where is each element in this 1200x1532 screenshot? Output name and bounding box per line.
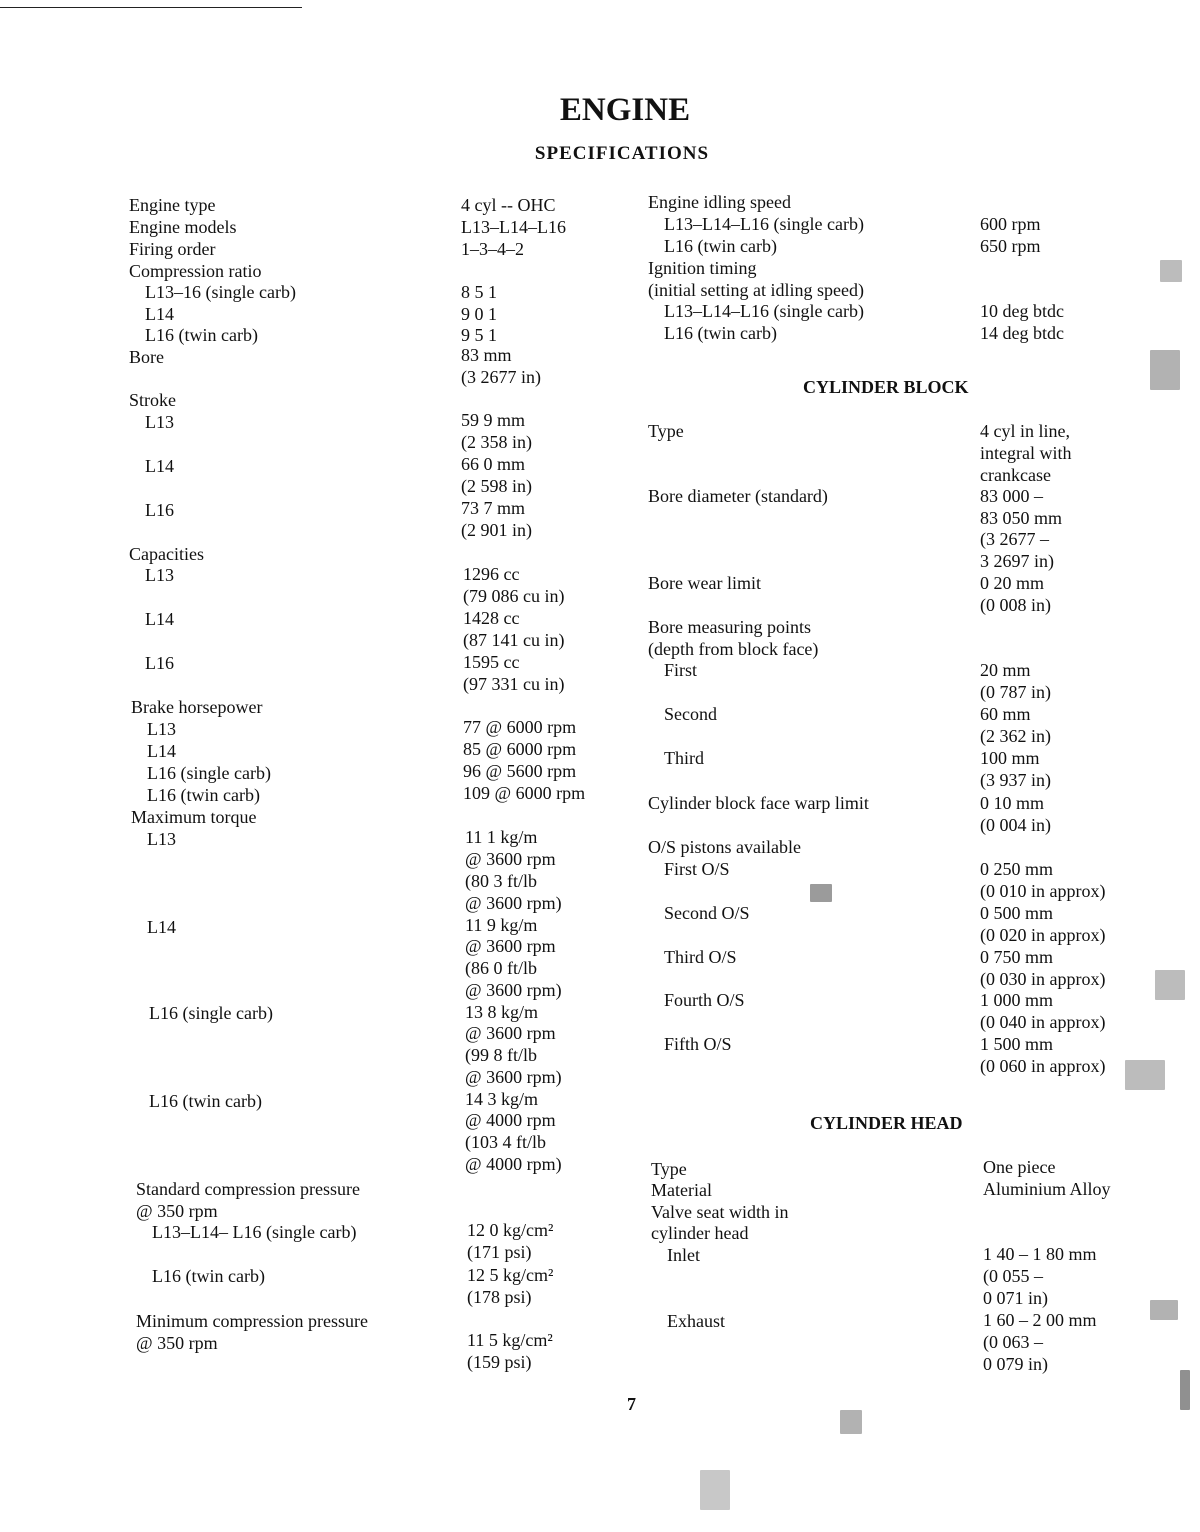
label-torque-l14: L14 xyxy=(147,917,176,937)
label-capacities: Capacities xyxy=(129,544,204,564)
value-block-type-1: 4 cyl in line, xyxy=(980,421,1070,441)
label-stroke-l13: L13 xyxy=(145,412,174,432)
label-os-pistons: O/S pistons available xyxy=(648,837,801,857)
label-bhp-l16-twin: L16 (twin carb) xyxy=(147,785,260,805)
value-os-first-mm: 0 250 mm xyxy=(980,859,1054,879)
value-std-comp-single-psi: (171 psi) xyxy=(467,1242,532,1262)
value-os-fifth-in: (0 060 in approx) xyxy=(980,1056,1106,1076)
label-minimum-compression-rpm: @ 350 rpm xyxy=(136,1333,218,1353)
value-os-second-in: (0 020 in approx) xyxy=(980,925,1106,945)
scan-noise xyxy=(1125,1060,1165,1090)
value-torque-l16s-kgm: 13 8 kg/m xyxy=(465,1002,539,1022)
label-bore-second: Second xyxy=(664,704,717,724)
label-bore-first: First xyxy=(664,660,698,680)
label-head-type: Type xyxy=(651,1159,687,1179)
value-idle-single: 600 rpm xyxy=(980,214,1041,234)
value-bore-in: (3 2677 in) xyxy=(461,367,541,387)
page-title: ENGINE xyxy=(559,92,691,128)
label-bore-wear-limit: Bore wear limit xyxy=(648,573,761,593)
value-engine-models: L13–L14–L16 xyxy=(461,217,566,237)
scan-noise xyxy=(1180,1370,1190,1410)
value-min-comp-psi: (159 psi) xyxy=(467,1352,532,1372)
value-ign-twin: 14 deg btdc xyxy=(980,323,1064,343)
label-valve-seat-width: Valve seat width in xyxy=(651,1202,789,1222)
label-valve-seat-head: cylinder head xyxy=(651,1223,749,1243)
value-face-warp-in: (0 004 in) xyxy=(980,815,1051,835)
value-bore-first-mm: 20 mm xyxy=(980,660,1031,680)
value-torque-l16t-kgm: 14 3 kg/m xyxy=(465,1089,539,1109)
label-bhp-l14: L14 xyxy=(147,741,176,761)
label-os-second: Second O/S xyxy=(664,903,750,923)
value-stroke-l13-in: (2 358 in) xyxy=(461,432,532,452)
scan-noise xyxy=(1160,260,1182,282)
value-torque-l14-rpm2: @ 3600 rpm) xyxy=(465,980,562,1000)
label-idle-single: L13–L14–L16 (single carb) xyxy=(664,214,864,234)
value-inlet-2: (0 055 – xyxy=(983,1266,1043,1286)
value-stroke-l14-in: (2 598 in) xyxy=(461,476,532,496)
value-os-fourth-mm: 1 000 mm xyxy=(980,990,1054,1010)
label-standard-compression: Standard compression pressure xyxy=(136,1179,360,1199)
value-cap-l14-cc: 1428 cc xyxy=(463,608,520,628)
label-idling-speed: Engine idling speed xyxy=(648,192,791,212)
value-bore-wear-mm: 0 20 mm xyxy=(980,573,1045,593)
label-minimum-compression: Minimum compression pressure xyxy=(136,1311,368,1331)
label-bhp-l13: L13 xyxy=(147,719,176,739)
value-cr-l16-twin: 9 5 1 xyxy=(461,325,497,345)
label-cr-l16-twin: L16 (twin carb) xyxy=(145,325,258,345)
label-ign-single: L13–L14–L16 (single carb) xyxy=(664,301,864,321)
value-torque-l16s-ftlb: (99 8 ft/lb xyxy=(465,1045,537,1065)
heading-cylinder-head: CYLINDER HEAD xyxy=(810,1113,963,1133)
value-os-fourth-in: (0 040 in approx) xyxy=(980,1012,1106,1032)
value-idle-twin: 650 rpm xyxy=(980,236,1041,256)
value-torque-l13-kgm: 11 1 kg/m xyxy=(465,827,538,847)
value-bhp-l16-twin: 109 @ 6000 rpm xyxy=(463,783,586,803)
value-engine-type: 4 cyl -- OHC xyxy=(461,195,556,215)
label-bore-third: Third xyxy=(664,748,704,768)
label-bore-diameter: Bore diameter (standard) xyxy=(648,486,828,506)
label-brake-horsepower: Brake horsepower xyxy=(131,697,263,717)
label-cr-l14: L14 xyxy=(145,304,174,324)
label-valve-exhaust: Exhaust xyxy=(667,1311,725,1331)
value-torque-l16t-rpm2: @ 4000 rpm) xyxy=(465,1154,562,1174)
value-cap-l13-cuin: (79 086 cu in) xyxy=(463,586,565,606)
label-idle-twin: L16 (twin carb) xyxy=(664,236,777,256)
value-bore-third-in: (3 937 in) xyxy=(980,770,1051,790)
label-stroke-l16: L16 xyxy=(145,500,174,520)
label-torque-l16-twin: L16 (twin carb) xyxy=(149,1091,262,1111)
value-torque-l13-rpm2: @ 3600 rpm) xyxy=(465,893,562,913)
label-ignition-timing: Ignition timing xyxy=(648,258,757,278)
scan-noise xyxy=(840,1410,862,1434)
value-head-type: One piece xyxy=(983,1157,1056,1177)
label-head-material: Material xyxy=(651,1180,712,1200)
value-bore-first-in: (0 787 in) xyxy=(980,682,1051,702)
value-cap-l16-cc: 1595 cc xyxy=(463,652,520,672)
label-engine-type: Engine type xyxy=(129,195,216,215)
value-os-third-in: (0 030 in approx) xyxy=(980,969,1106,989)
label-cr-l13-16: L13–16 (single carb) xyxy=(145,282,296,302)
label-std-comp-single: L13–L14– L16 (single carb) xyxy=(152,1222,357,1242)
label-engine-models: Engine models xyxy=(129,217,237,237)
value-stroke-l16-in: (2 901 in) xyxy=(461,520,532,540)
label-os-fifth: Fifth O/S xyxy=(664,1034,732,1054)
value-cap-l14-cuin: (87 141 cu in) xyxy=(463,630,565,650)
value-bore-second-mm: 60 mm xyxy=(980,704,1031,724)
value-torque-l14-kgm: 11 9 kg/m xyxy=(465,915,538,935)
value-std-comp-twin: 12 5 kg/cm² xyxy=(467,1265,554,1285)
label-torque-l16-single: L16 (single carb) xyxy=(149,1003,273,1023)
value-os-third-mm: 0 750 mm xyxy=(980,947,1054,967)
heading-cylinder-block: CYLINDER BLOCK xyxy=(803,377,969,397)
label-bore-depth: (depth from block face) xyxy=(648,639,819,659)
top-rule xyxy=(0,7,302,8)
scan-noise xyxy=(810,884,832,902)
value-bore-dia-4: 3 2697 in) xyxy=(980,551,1054,571)
label-os-third: Third O/S xyxy=(664,947,737,967)
label-torque-l13: L13 xyxy=(147,829,176,849)
label-firing-order: Firing order xyxy=(129,239,216,259)
label-ignition-initial: (initial setting at idling speed) xyxy=(648,280,864,300)
label-stroke: Stroke xyxy=(129,390,176,410)
value-block-type-3: crankcase xyxy=(980,465,1051,485)
label-face-warp: Cylinder block face warp limit xyxy=(648,793,869,813)
page-subtitle: SPECIFICATIONS xyxy=(534,143,710,164)
value-std-comp-twin-psi: (178 psi) xyxy=(467,1287,532,1307)
value-bhp-l14: 85 @ 6000 rpm xyxy=(463,739,577,759)
label-maximum-torque: Maximum torque xyxy=(131,807,257,827)
label-bore: Bore xyxy=(129,347,164,367)
value-torque-l16t-rpm: @ 4000 rpm xyxy=(465,1110,556,1130)
scan-noise xyxy=(1150,1300,1178,1320)
value-torque-l16s-rpm: @ 3600 rpm xyxy=(465,1023,556,1043)
value-cr-l13-16: 8 5 1 xyxy=(461,282,497,302)
value-bhp-l16-single: 96 @ 5600 rpm xyxy=(463,761,577,781)
value-os-second-mm: 0 500 mm xyxy=(980,903,1054,923)
value-torque-l13-ftlb: (80 3 ft/lb xyxy=(465,871,537,891)
value-bhp-l13: 77 @ 6000 rpm xyxy=(463,717,577,737)
value-stroke-l16-mm: 73 7 mm xyxy=(461,498,526,518)
value-cr-l14: 9 0 1 xyxy=(461,304,497,324)
label-stroke-l14: L14 xyxy=(145,456,174,476)
label-std-comp-twin: L16 (twin carb) xyxy=(152,1266,265,1286)
label-valve-inlet: Inlet xyxy=(667,1245,700,1265)
value-bore-second-in: (2 362 in) xyxy=(980,726,1051,746)
value-torque-l16t-ftlb: (103 4 ft/lb xyxy=(465,1132,546,1152)
value-torque-l14-rpm: @ 3600 rpm xyxy=(465,936,556,956)
value-bore-mm: 83 mm xyxy=(461,345,512,365)
scan-noise xyxy=(1155,970,1185,1000)
value-bore-wear-in: (0 008 in) xyxy=(980,595,1051,615)
value-stroke-l14-mm: 66 0 mm xyxy=(461,454,526,474)
value-cap-l13-cc: 1296 cc xyxy=(463,564,520,584)
value-head-material: Aluminium Alloy xyxy=(983,1179,1111,1199)
label-cap-l14: L14 xyxy=(145,609,174,629)
value-std-comp-single: 12 0 kg/cm² xyxy=(467,1220,554,1240)
value-bore-third-mm: 100 mm xyxy=(980,748,1040,768)
value-os-first-in: (0 010 in approx) xyxy=(980,881,1106,901)
value-inlet-1: 1 40 – 1 80 mm xyxy=(983,1244,1097,1264)
label-ign-twin: L16 (twin carb) xyxy=(664,323,777,343)
label-standard-compression-rpm: @ 350 rpm xyxy=(136,1201,218,1221)
value-face-warp-mm: 0 10 mm xyxy=(980,793,1045,813)
scan-noise xyxy=(700,1470,730,1510)
value-os-fifth-mm: 1 500 mm xyxy=(980,1034,1054,1054)
value-torque-l16s-rpm2: @ 3600 rpm) xyxy=(465,1067,562,1087)
value-bore-dia-2: 83 050 mm xyxy=(980,508,1063,528)
label-os-fourth: Fourth O/S xyxy=(664,990,745,1010)
scan-noise xyxy=(1150,350,1180,390)
value-exhaust-2: (0 063 – xyxy=(983,1332,1043,1352)
value-bore-dia-3: (3 2677 – xyxy=(980,529,1049,549)
label-block-type: Type xyxy=(648,421,684,441)
value-min-comp: 11 5 kg/cm² xyxy=(467,1330,553,1350)
label-bore-measuring: Bore measuring points xyxy=(648,617,811,637)
value-ign-single: 10 deg btdc xyxy=(980,301,1064,321)
value-cap-l16-cuin: (97 331 cu in) xyxy=(463,674,565,694)
value-exhaust-3: 0 079 in) xyxy=(983,1354,1048,1374)
label-cap-l13: L13 xyxy=(145,565,174,585)
value-firing-order: 1–3–4–2 xyxy=(461,239,524,259)
label-compression-ratio: Compression ratio xyxy=(129,261,262,281)
value-torque-l14-ftlb: (86 0 ft/lb xyxy=(465,958,537,978)
value-stroke-l13-mm: 59 9 mm xyxy=(461,410,526,430)
value-bore-dia-1: 83 000 – xyxy=(980,486,1043,506)
value-exhaust-1: 1 60 – 2 00 mm xyxy=(983,1310,1097,1330)
label-os-first: First O/S xyxy=(664,859,730,879)
page-number: 7 xyxy=(627,1394,636,1414)
value-block-type-2: integral with xyxy=(980,443,1072,463)
value-inlet-3: 0 071 in) xyxy=(983,1288,1048,1308)
value-torque-l13-rpm: @ 3600 rpm xyxy=(465,849,556,869)
label-cap-l16: L16 xyxy=(145,653,174,673)
label-bhp-l16-single: L16 (single carb) xyxy=(147,763,271,783)
